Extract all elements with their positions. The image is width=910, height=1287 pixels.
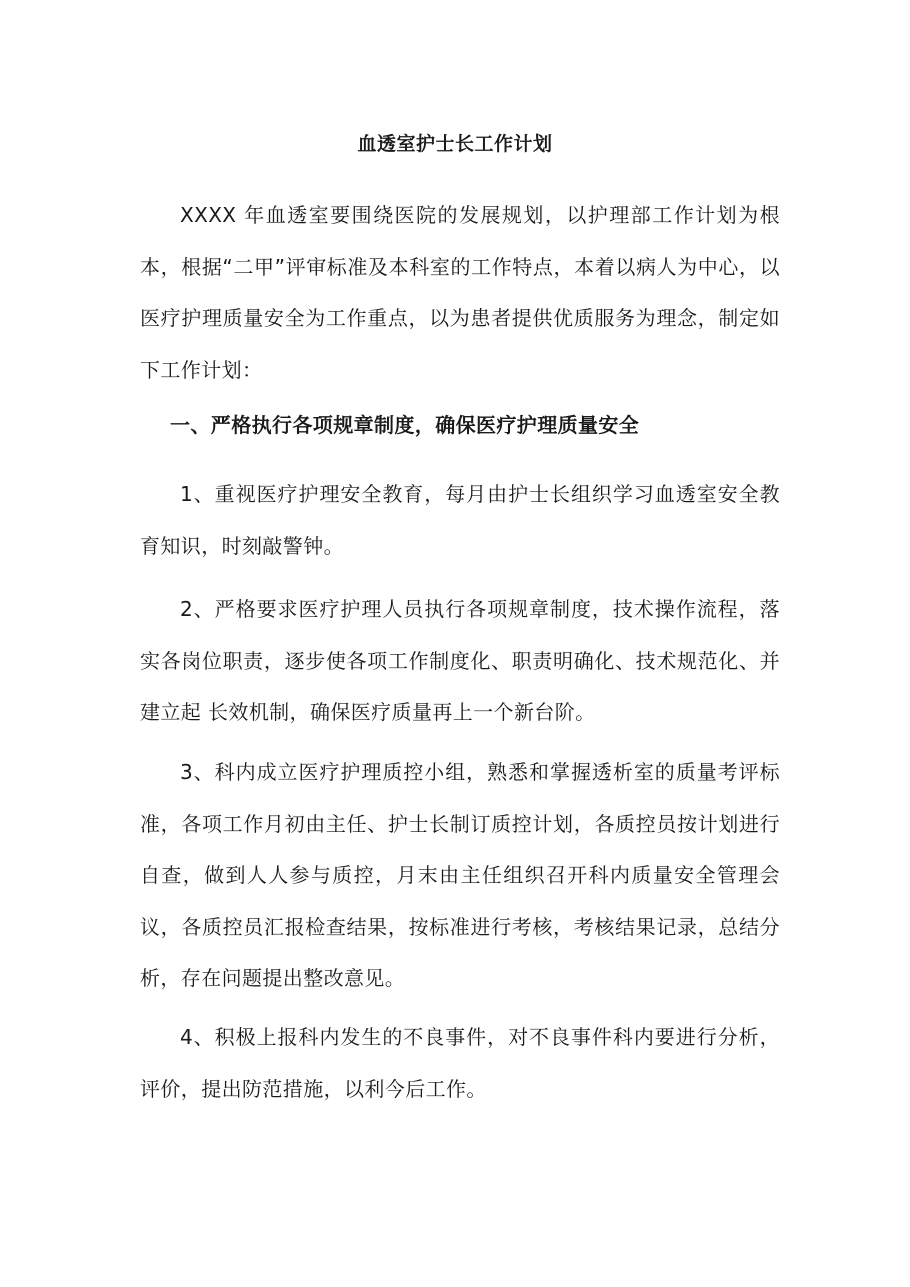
list-item: 1、重视医疗护理安全教育，每月由护士长组织学习血透室安全教育知识，时刻敲警钟。 (140, 482, 780, 558)
section-heading: 一、严格执行各项规章制度，确保医疗护理质量安全 (170, 413, 640, 437)
intro-paragraph: XXXX 年血透室要围绕医院的发展规划，以护理部工作计划为根本，根据“二甲”评审标准及本科室的工作特点，本着以病人为中心，以医疗护理质量安全为工作重点，以为患者提供优质服务为理念，制定如下工作计划： (140, 203, 780, 382)
list-item: 2、严格要求医疗护理人员执行各项规章制度，技术操作流程，落实各岗位职责，逐步使各项工作制度化、职责明确化、技术规范化、并建立起 长效机制，确保医疗质量再上一个新台阶。 (140, 597, 780, 724)
list-item: 4、积极上报科内发生的不良事件，对不良事件科内要进行分析，评价，提出防范措施，以利今后工作。 (140, 1025, 780, 1101)
document-title: 血透室护士长工作计划 (357, 133, 553, 155)
list-item: 3、科内成立医疗护理质控小组，熟悉和掌握透析室的质量考评标准，各项工作月初由主任、护士长制订质控计划，各质控员按计划进行自查，做到人人参与质控，月末由主任组织召开科内质量安全管理会议，各质控员汇报检查结果，按标准进行考核，考核结果记录，总结分析，存在问题提出整改意见。 (140, 760, 780, 990)
